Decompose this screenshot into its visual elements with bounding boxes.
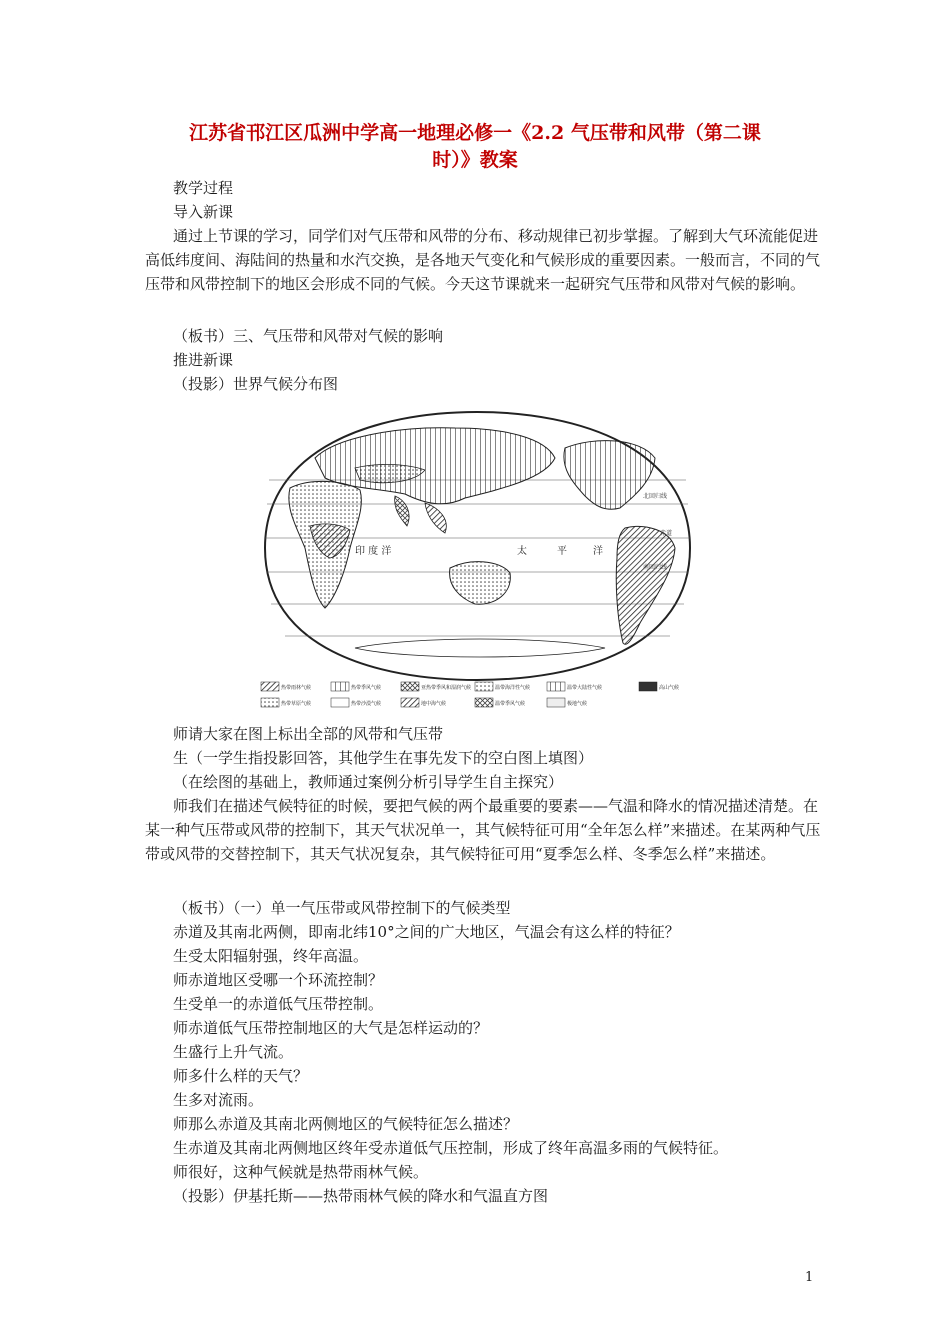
legend-9: 地中海气候 [421,701,447,707]
lat-label-equator: 赤道 [660,530,673,537]
world-climate-map [255,408,700,718]
climate-description-paragraph: 师我们在描述气候特征的时候，要把气候的两个最重要的要素——气温和降水的情况描述清楚。在某一种气压带或风带的控制下，其天气状况单一，其气候特征可用“全年怎么样”来描述。在某两种气压带或风带的交替控制下，其天气状况复杂，其气候特征可用“夏季怎么样、冬季怎么样”来描述。 [145,797,821,863]
answer-equatorial-low: 生受单一的赤道低气压带控制。 [173,995,384,1013]
question-air-movement: 师赤道低气压带控制地区的大气是怎样运动的？ [173,1019,489,1037]
ocean-label-ping: 平 [557,546,567,557]
title-line-1: 江苏省邗江区瓜洲中学高一地理必修一《2.2 气压带和风带（第二课 [189,122,761,144]
legend-10: 温带季风气候 [495,701,526,707]
legend-6: 高山气候 [659,685,680,691]
teacher-prompt-label-map: 师请大家在图上标出全部的风带和气压带 [173,725,444,743]
legend-3: 亚热带季风和湿润气候 [421,685,472,691]
legend-4: 温带海洋性气候 [495,685,531,691]
answer-rising-air: 生盛行上升气流。 [173,1043,294,1061]
legend-11: 极地气候 [567,701,588,707]
answer-climate-features: 生赤道及其南北两侧地区终年受赤道低气压控制，形成了终年高温多雨的气候特征。 [173,1139,729,1157]
question-circulation: 师赤道地区受哪一个环流控制？ [173,971,384,989]
title-line-2: 时）》教案 [432,149,518,171]
answer-high-temperature: 生受太阳辐射强，终年高温。 [173,947,369,965]
projection-iquitos-chart: （投影）伊基托斯——热带雨林气候的降水和气温直方图 [173,1187,549,1205]
heading-intro: 导入新课 [173,203,234,221]
lat-label-tropic-cancer: 北回归线 [643,493,668,500]
projection-map-caption: （投影）世界气候分布图 [173,375,339,393]
intro-paragraph: 通过上节课的学习，同学们对气压带和风带的分布、移动规律已初步掌握。了解到大气环流能促进高低纬度间、海陆间的热量和水汽交换，是各地天气变化和气候形成的重要因素。一般而言，不同的气压带和风带控制下的地区会形成不同的气候。今天这节课就来一起研究气压带和风带对气候的影响。 [145,227,821,293]
page-number: 1 [805,1270,814,1285]
answer-convection-rain: 生多对流雨。 [173,1091,264,1109]
board-note-section-1: （板书）（一）单一气压带或风带控制下的气候类型 [173,899,511,917]
student-response-map: 生（一学生指投影回答，其他学生在事先发下的空白图上填图） [173,749,594,767]
board-note-3: （板书）三、气压带和风带对气候的影响 [173,327,444,345]
ocean-label-tai: 太 [517,546,527,557]
legend-2: 热带季风气候 [351,685,382,691]
ocean-label-yang: 洋 [593,546,603,557]
ocean-label-indian: 印 度 洋 [355,546,392,557]
legend-1: 热带雨林气候 [281,685,312,691]
heading-new-lesson: 推进新课 [173,351,234,369]
legend-8: 热带沙漠气候 [351,701,382,707]
heading-teaching-process: 教学过程 [173,179,234,197]
legend-7: 热带草原气候 [281,701,312,707]
question-weather: 师多什么样的天气？ [173,1067,309,1085]
world-climate-map-figure [255,408,700,718]
legend-5: 温带大陆性气候 [567,685,603,691]
lat-label-tropic-capricorn: 南回归线 [643,564,668,571]
document-title [120,120,830,174]
map-legend [261,682,679,707]
teacher-conclusion-rainforest: 师很好，这种气候就是热带雨林气候。 [173,1163,429,1181]
question-climate-features: 师那么赤道及其南北两侧地区的气候特征怎么描述？ [173,1115,519,1133]
question-equator-temperature: 赤道及其南北两侧，即南北纬10°之间的广大地区，气温会有这么样的特征？ [173,923,680,941]
teacher-guidance-note: （在绘图的基础上，教师通过案例分析引导学生自主探究） [173,773,564,791]
